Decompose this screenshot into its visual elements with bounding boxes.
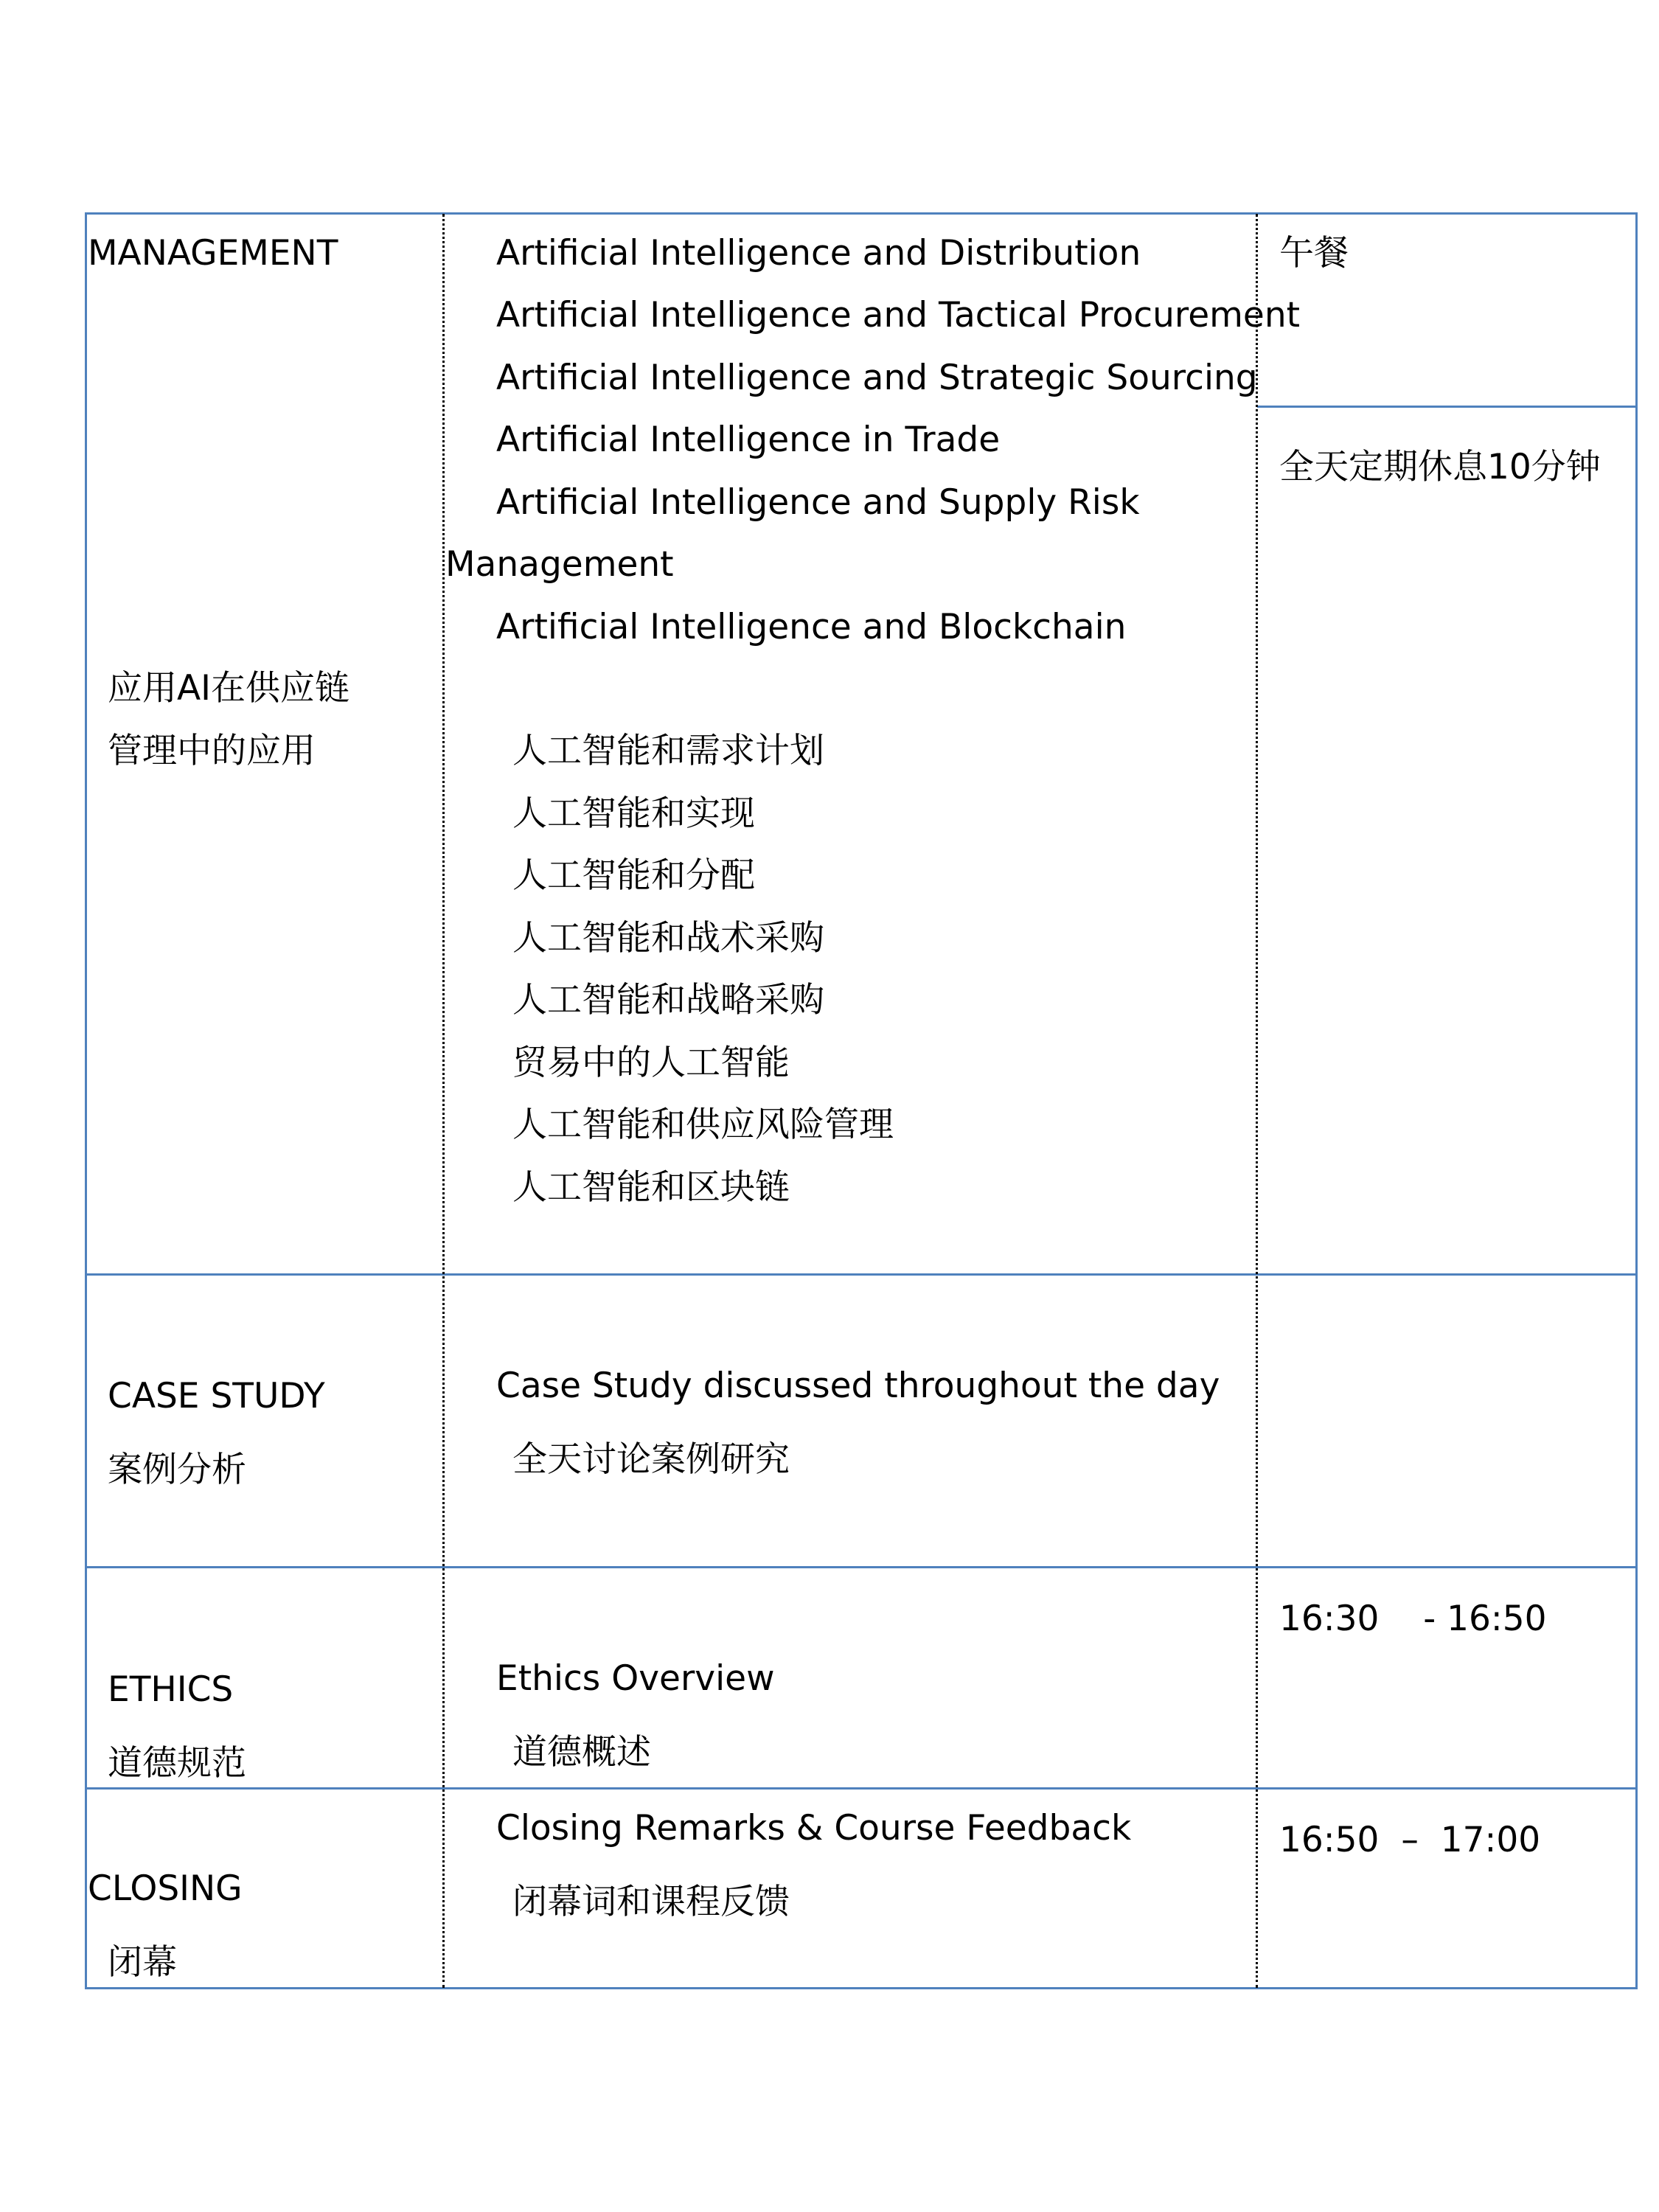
ethics-label-en: ETHICS — [108, 1669, 234, 1710]
topic-en: Artificial Intelligence and Supply Risk — [496, 482, 1140, 523]
column-divider-1 — [442, 214, 445, 1988]
management-label-cn-line2: 管理中的应用 — [108, 731, 316, 771]
closing-label-cn: 闭幕 — [108, 1942, 177, 1983]
management-label-cn-line1: 应用AI在供应链 — [108, 668, 350, 709]
management-label-en: MANAGEMENT — [88, 233, 338, 274]
case-study-content-cn: 全天讨论案例研究 — [512, 1439, 790, 1480]
row-divider-ethics — [85, 1787, 1638, 1790]
case-study-content-en: Case Study discussed throughout the day — [496, 1366, 1220, 1406]
topic-cn: 人工智能和区块链 — [512, 1167, 790, 1208]
topic-cn: 人工智能和供应风险管理 — [512, 1105, 894, 1145]
closing-time: 16:50 – 17:00 — [1279, 1820, 1541, 1860]
row-divider-case-study — [85, 1566, 1638, 1568]
closing-content-en: Closing Remarks & Course Feedback — [496, 1808, 1132, 1848]
topic-en: Artificial Intelligence and Distribution — [496, 233, 1141, 274]
column-divider-2 — [1256, 214, 1258, 1988]
topic-cn: 贸易中的人工智能 — [512, 1043, 790, 1083]
topic-en: Artificial Intelligence and Tactical Procurement — [496, 295, 1301, 335]
break-note: 全天定期休息10分钟 — [1279, 447, 1601, 487]
topic-en-continued: Management — [445, 544, 674, 585]
closing-label-en: CLOSING — [88, 1868, 243, 1909]
topic-cn: 人工智能和战略采购 — [512, 980, 824, 1020]
closing-content-cn: 闭幕词和课程反馈 — [512, 1882, 790, 1922]
case-study-label-cn: 案例分析 — [108, 1450, 246, 1490]
ethics-content-en: Ethics Overview — [496, 1658, 775, 1699]
row-divider-note — [1257, 406, 1636, 408]
topic-en: Artificial Intelligence in Trade — [496, 420, 1001, 460]
topic-en: Artificial Intelligence and Strategic Sourcing — [496, 358, 1258, 398]
case-study-label-en: CASE STUDY — [108, 1376, 325, 1416]
topic-cn: 人工智能和需求计划 — [512, 731, 824, 771]
topic-cn: 人工智能和分配 — [512, 855, 755, 896]
ethics-content-cn: 道德概述 — [512, 1732, 651, 1773]
topic-cn: 人工智能和战术采购 — [512, 918, 824, 959]
ethics-label-cn: 道德规范 — [108, 1743, 246, 1784]
topic-en: Artificial Intelligence and Blockchain — [496, 607, 1127, 647]
row-divider-management — [85, 1273, 1638, 1276]
topic-cn: 人工智能和实现 — [512, 793, 755, 834]
ethics-time: 16:30 - 16:50 — [1279, 1599, 1547, 1639]
lunch-note: 午餐 — [1279, 233, 1349, 274]
